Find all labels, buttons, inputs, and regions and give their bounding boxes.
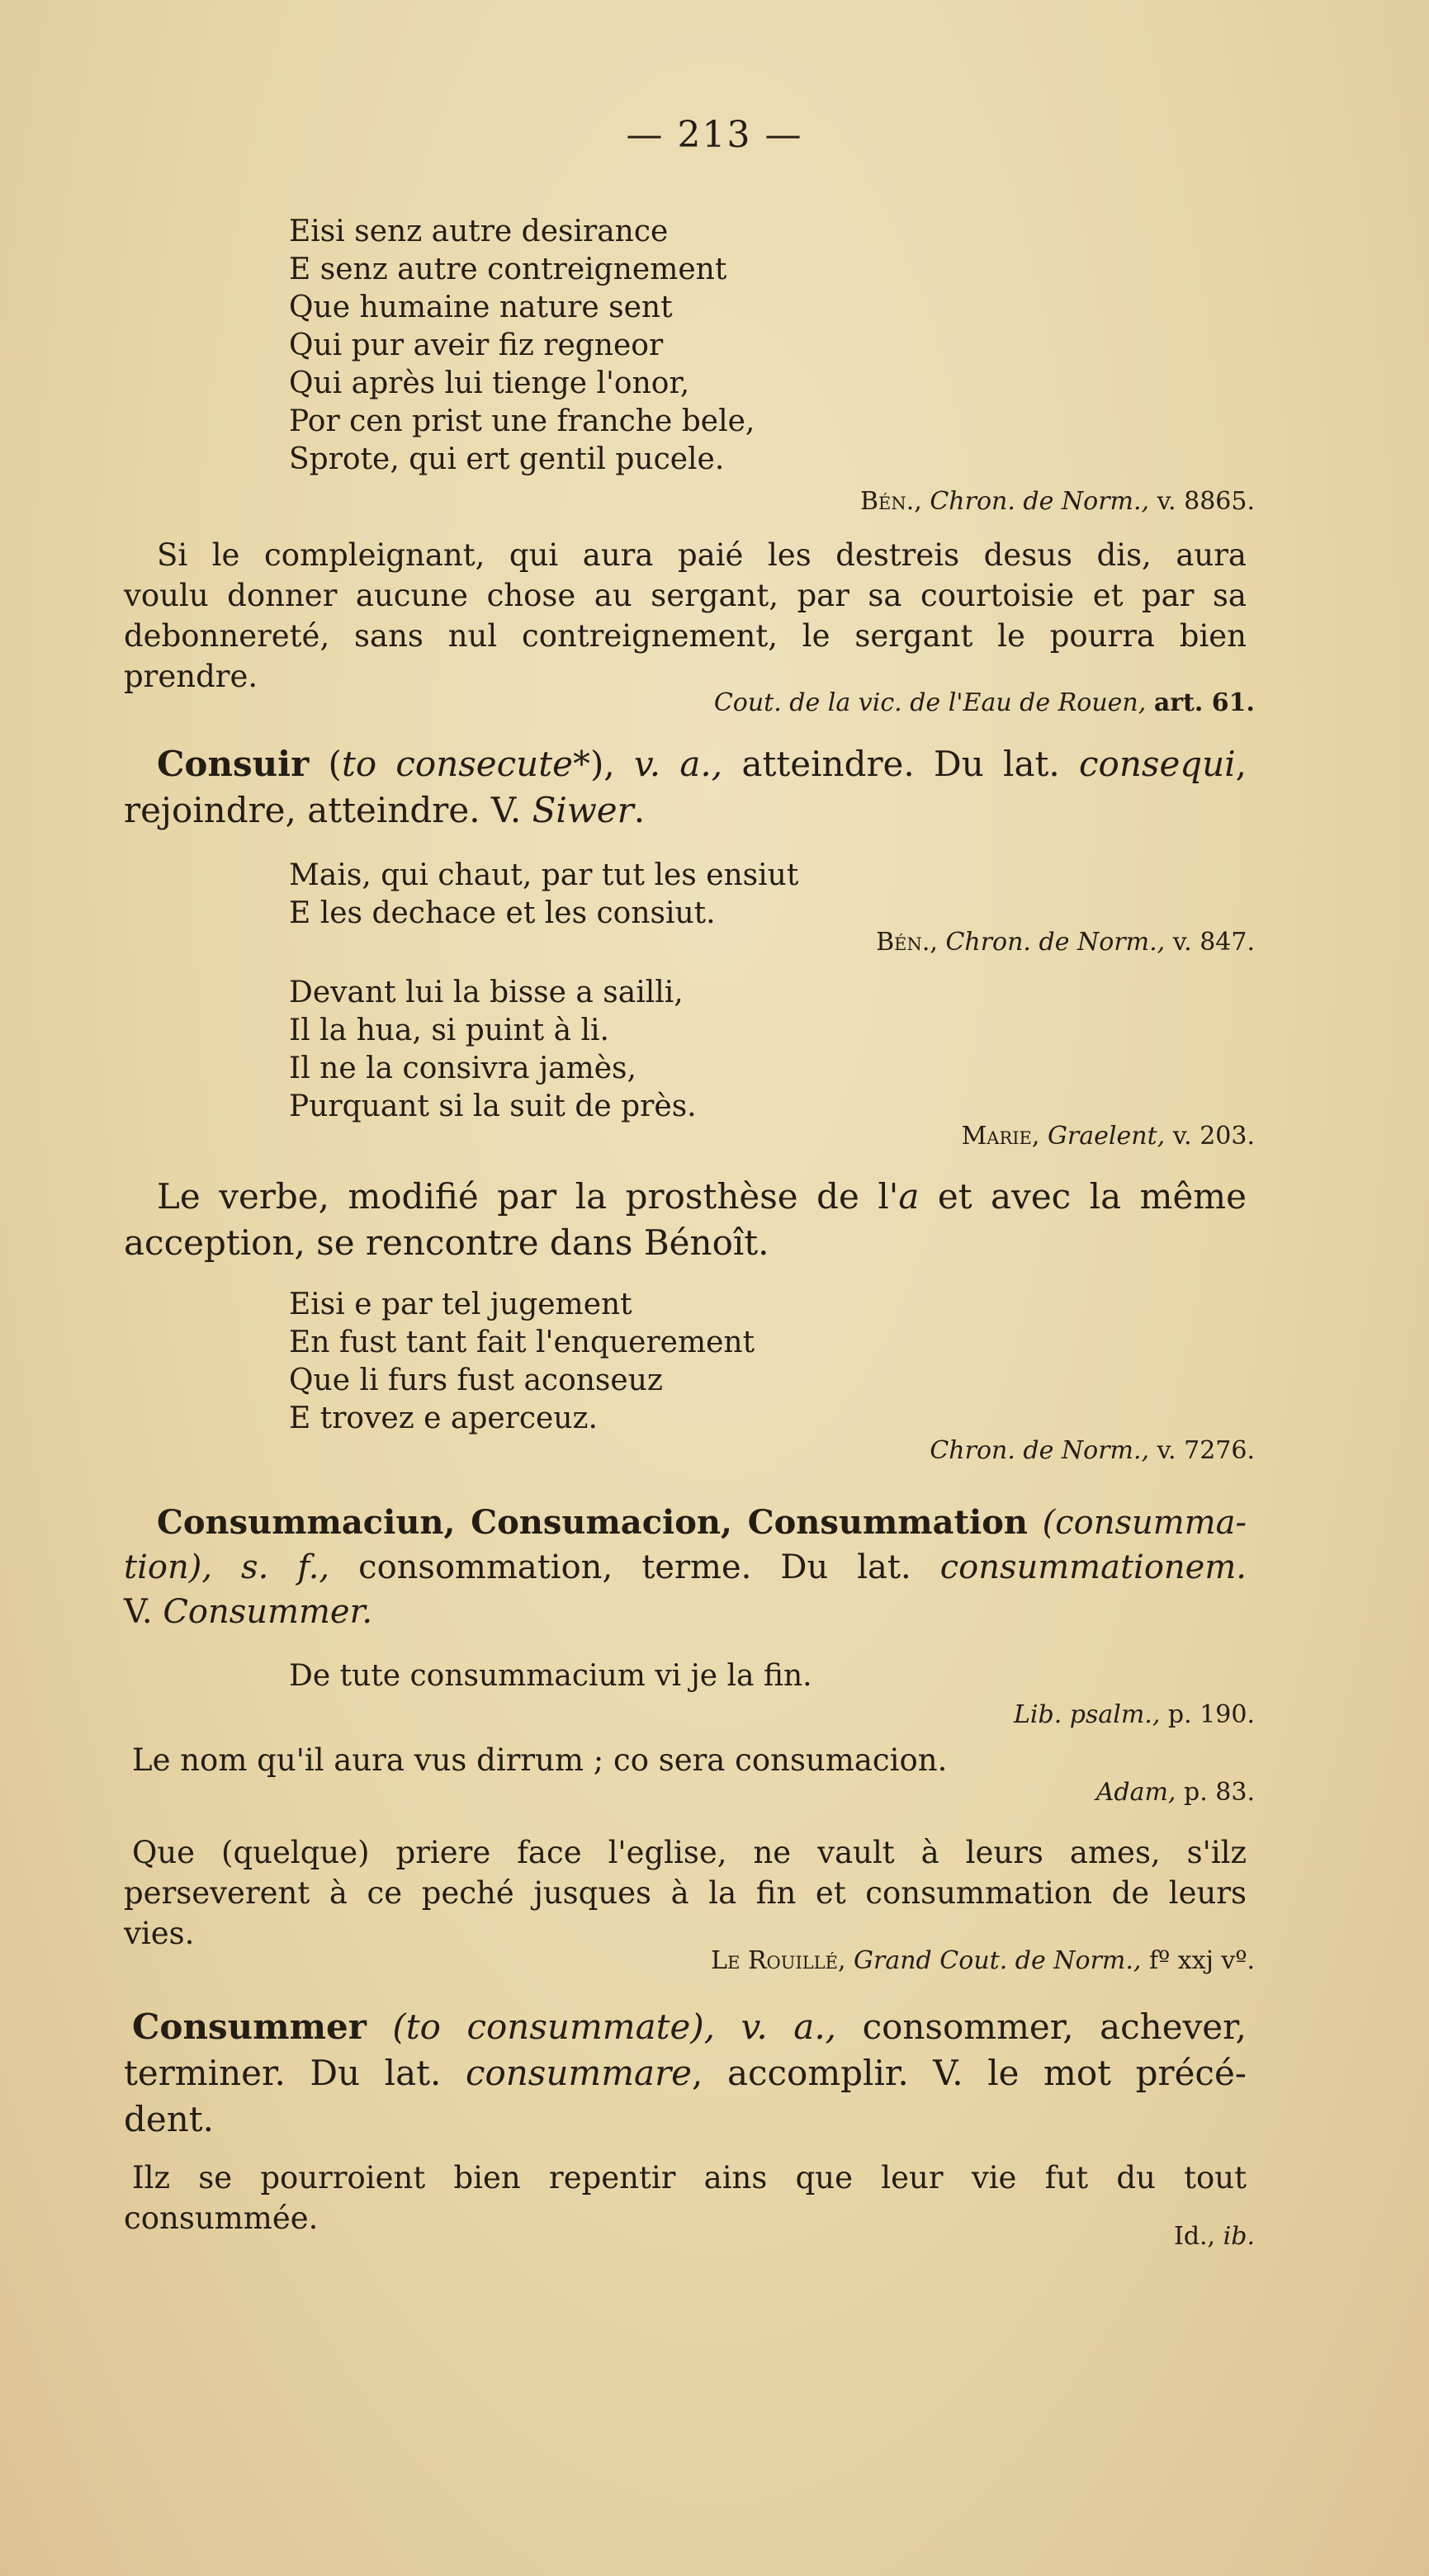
verse-line: Que humaine nature sent [289,291,673,324]
verse-line: E senz autre contreignement [289,253,727,286]
citation: Bén., Chron. de Norm., v. 847. [876,928,1255,957]
verse-quote-1 [289,213,755,479]
entry-consummacion: Consummaciun, Consumacion, Consummation (consumma- tion), s. f., consommation, terme. Du lat. consummationem. V. Consummer. [124,1503,1247,1631]
citation: Bén., Chron. de Norm., v. 8865. [859,487,1255,516]
citation: Cout. de la vic. de l'Eau de Rouen, art. 61. [713,688,1255,717]
citation: Chron. de Norm., v. 7276. [930,1436,1255,1465]
page-number: — 213 — [626,114,803,156]
entry-consuir: Consuir (to consecute*), v. a., atteindre. Du lat. consequi, rejoindre, atteindre. V. Siwer. [124,744,1247,830]
verse-line: Eisi senz autre desirance [289,215,669,248]
prose-quote-1: Si le compleignant, qui aura paié les destreis desus dis, aura voulu donner aucune chose au sergant, par sa courtoisie et par sa debonnereté, sans nul contreignement, le sergant le pourra bien prendre. [124,537,1247,694]
verse-line: Sprote, qui ert gentil pucele. [289,442,725,476]
verse-line: Qui après lui tienge l'onor, [289,366,690,400]
citation: Marie, Graelent, v. 203. [961,1122,1255,1151]
prose-paragraph-2: Le verbe, modifié par la prosthèse de l'a et avec la même acception, se rencontre dans Bénoît. [124,1176,1247,1263]
verse-line: Qui pur aveir fiz regneor [289,328,664,362]
headword: Consummaciun, Consumacion, Consummation [157,1503,1028,1542]
citation: Le Rouillé, Grand Cout. de Norm., fº xxj vº. [711,1946,1255,1975]
headword: Consuir [157,744,310,784]
verse-quote-3: Devant lui la bisse a sailli, Il la hua, si puint à li. Il ne la consivra jamès, Purquant si la suit de près. [289,976,697,1123]
citation: Adam, p. 83. [1095,1778,1255,1807]
citation: Lib. psalm., p. 190. [1013,1700,1255,1729]
entry-consummer: Consummer (to consummate), v. a., consommer, achever, terminer. Du lat. consummare, accomplir. V. le mot précé- dent. [124,2006,1247,2139]
verse-line: Por cen prist une franche bele, [289,404,755,438]
verse-quote-4: Eisi e par tel jugement En fust tant fait l'enquerement Que li furs fust aconseuz E trovez e aperceuz. [289,1288,755,1435]
verse-quote-5: De tute consummacium vi je la fin. [289,1659,812,1693]
prose-quote-6: Le nom qu'il aura vus dirrum ; co sera consumacion. [132,1742,948,1778]
verse-quote-2: Mais, qui chaut, par tut les ensiut E les dechace et les consiut. [289,858,799,930]
headword: Consummer [132,2006,367,2047]
citation: Id., ib. [1173,2222,1255,2251]
prose-quote-7: Que (quelque) priere face l'eglise, ne vault à leurs ames, s'ilz perseverent à ce peché jusques à la fin et consummation de leurs vies. [124,1835,1247,1951]
prose-quote-8: Ilz se pourroient bien repentir ains que leur vie fut du tout consummée. [124,2160,1247,2236]
